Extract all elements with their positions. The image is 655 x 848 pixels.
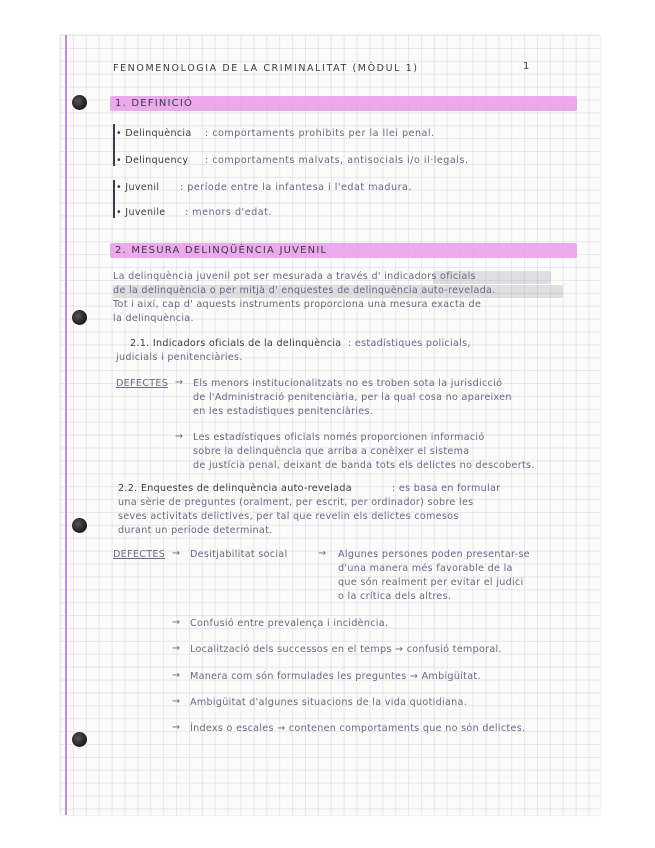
arrow-icon: → <box>172 696 181 707</box>
arrow-icon: → <box>172 548 181 559</box>
punch-hole <box>72 732 87 747</box>
defect-line: d'una manera més favorable de la <box>338 563 513 574</box>
paragraph-line: de la delinquència o per mitjà d' enquestes de delinquència auto-revelada. <box>113 285 496 296</box>
defect-line: en les estadístiques penitenciàries. <box>193 406 374 417</box>
defect-item: Manera com són formulades les preguntes → Ambigüitat. <box>190 671 481 682</box>
page-title: FENOMENOLOGIA DE LA CRIMINALITAT (MÒDUL 1) <box>113 63 419 74</box>
bracket-line <box>113 124 115 166</box>
definition-term: • Delinquència <box>116 128 192 139</box>
defects-label: DEFECTES <box>113 549 166 560</box>
paragraph-line: seves activitats delictives, per tal que revelin els delictes comesos <box>118 511 459 522</box>
paragraph-line: Tot i així, cap d' aquests instruments proporciona una mesura exacta de <box>113 299 482 310</box>
arrow-icon: → <box>318 548 327 559</box>
defect-main: Desitjabilitat social <box>190 549 288 560</box>
defect-item: Localització dels successos en el temps → confusió temporal. <box>190 644 502 655</box>
subheading-rest: : es basa en formular <box>392 483 501 494</box>
defect-item: Índexs o escales → contenen comportaments que no són delictes. <box>190 723 526 734</box>
punch-hole <box>72 95 87 110</box>
bracket-line <box>113 180 115 218</box>
punch-hole <box>72 310 87 325</box>
page-number: 1 <box>523 61 530 72</box>
arrow-icon: → <box>175 377 184 388</box>
paragraph-line: la delinquència. <box>113 313 194 324</box>
defect-line: que són realment per evitar el judici <box>338 577 524 588</box>
arrow-icon: → <box>172 617 181 628</box>
definition-text: : menors d'edat. <box>185 207 272 218</box>
defect-line: Algunes persones poden presentar-se <box>338 549 530 560</box>
definition-term: • Delinquency <box>116 155 189 166</box>
defect-line: Els menors institucionalitzats no es troben sota la jurisdicció <box>193 378 503 389</box>
definition-text: : comportaments malvats, antisocials i/o il·legals. <box>205 155 469 166</box>
subheading-line: judicials i penitenciàries. <box>116 352 243 363</box>
defect-line: o la crítica dels altres. <box>338 591 452 602</box>
subheading: 2.2. Enquestes de delinquència auto-revelada <box>118 483 352 494</box>
definition-term: • Juvenil <box>116 182 160 193</box>
paragraph-line: La delinquència juvenil pot ser mesurada a través d' indicadors oficials <box>113 271 476 282</box>
defect-line: de l'Administració penitenciària, per la qual cosa no apareixen <box>193 392 512 403</box>
definition-text: : període entre la infantesa i l'edat madura. <box>180 182 412 193</box>
margin-line <box>65 35 67 815</box>
definition-text: : comportaments prohibits per la llei penal. <box>205 128 435 139</box>
paragraph-line: durant un període determinat. <box>118 525 273 536</box>
arrow-icon: → <box>172 722 181 733</box>
arrow-icon: → <box>172 643 181 654</box>
arrow-icon: → <box>175 431 184 442</box>
paragraph-line: una sèrie de preguntes (oralment, per escrit, per ordinador) sobre les <box>118 497 474 508</box>
defect-line: sobre la delinquència que arriba a conèixer el sistema <box>193 446 470 457</box>
section-heading: 1. DEFINICIÓ <box>115 98 194 109</box>
section-heading: 2. MESURA DELINQÜÈNCIA JUVENIL <box>115 245 328 256</box>
subheading: 2.1. Indicadors oficials de la delinquència <box>130 338 342 349</box>
subheading-rest: : estadístiques policials, <box>348 338 471 349</box>
defect-line: Les estadístiques oficials només proporcionen informació <box>193 432 485 443</box>
arrow-icon: → <box>172 670 181 681</box>
defect-line: de justícia penal, deixant de banda tots els delictes no descoberts. <box>193 460 535 471</box>
defects-label: DEFECTES <box>116 378 169 389</box>
defect-item: Ambigüitat d'algunes situacions de la vida quotidiana. <box>190 697 468 708</box>
punch-hole <box>72 518 87 533</box>
defect-item: Confusió entre prevalença i incidència. <box>190 618 389 629</box>
definition-term: • Juvenile <box>116 207 166 218</box>
